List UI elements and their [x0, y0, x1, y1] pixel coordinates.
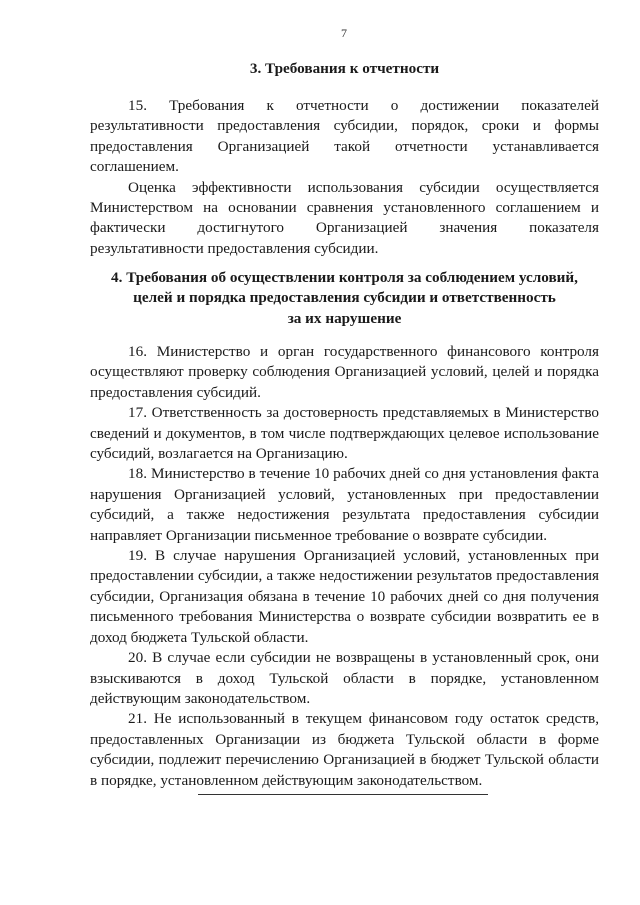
section-4-title-line-2: целей и порядка предоставления субсидии и ответственность [133, 289, 556, 307]
section-4-title-line-1: 4. Требования об осуществлении контроля за соблюдением условий, [111, 269, 578, 286]
paragraph-21: 21. Не использованный в текущем финансовом году остаток средств, предоставленных Организации из бюджета Тульской области в форме субсидии, подлежит перечислению Организацией в бюджет Тульской области в порядке, установленном действующим законодательством. [90, 710, 599, 789]
paragraph-evaluation: Оценка эффективности использования субсидии осуществляется Министерством на основании сравнения установленного соглашением и фактически достигнутого Организацией значения показателя результативности предоставления субсидии. [90, 178, 599, 257]
section-3-body [90, 96, 599, 259]
paragraph-19: 19. В случае нарушения Организацией условий, установленных при предоставлении субсидии, а также недостижении результатов предоставления субсидии, Организация обязана в течение 10 рабочих дней со дня получения письменного требования Министерства о возврате субсидии возвратить ее в доход бюджета Тульской области. [90, 547, 599, 646]
paragraph-17: 17. Ответственность за достоверность представляемых в Министерство сведений и документов, в том числе подтверждающих целевое использование субсидий, возлагается на Организацию. [90, 404, 599, 463]
section-4-title-line-3: за их нарушение [287, 309, 402, 327]
page-number: 7 [341, 26, 347, 40]
end-divider-line [198, 794, 488, 795]
section-4-title [90, 268, 599, 329]
paragraph-15: 15. Требования к отчетности о достижении показателей результативности предоставления субсидии, порядок, сроки и формы предоставления Организацией такой отчетности устанавливается соглашением. [90, 97, 599, 176]
paragraph-16: 16. Министерство и орган государственного финансового контроля осуществляют проверку соблюдения Организацией условий, целей и порядка предоставления субсидий. [90, 343, 599, 401]
paragraph-20: 20. В случае если субсидии не возвращены в установленный срок, они взыскиваются в доход Тульской области в порядке, установленном действующим законодательством. [90, 649, 599, 707]
paragraph-18: 18. Министерство в течение 10 рабочих дней со дня установления факта нарушения Организацией условий, установленных при предоставлении субсидий, а также недостижения результата предоставления субсидии направляет Организации письменное требование о возврате субсидии. [90, 465, 599, 544]
section-4-body [90, 342, 599, 791]
section-3-title: 3. Требования к отчетности [249, 60, 440, 77]
